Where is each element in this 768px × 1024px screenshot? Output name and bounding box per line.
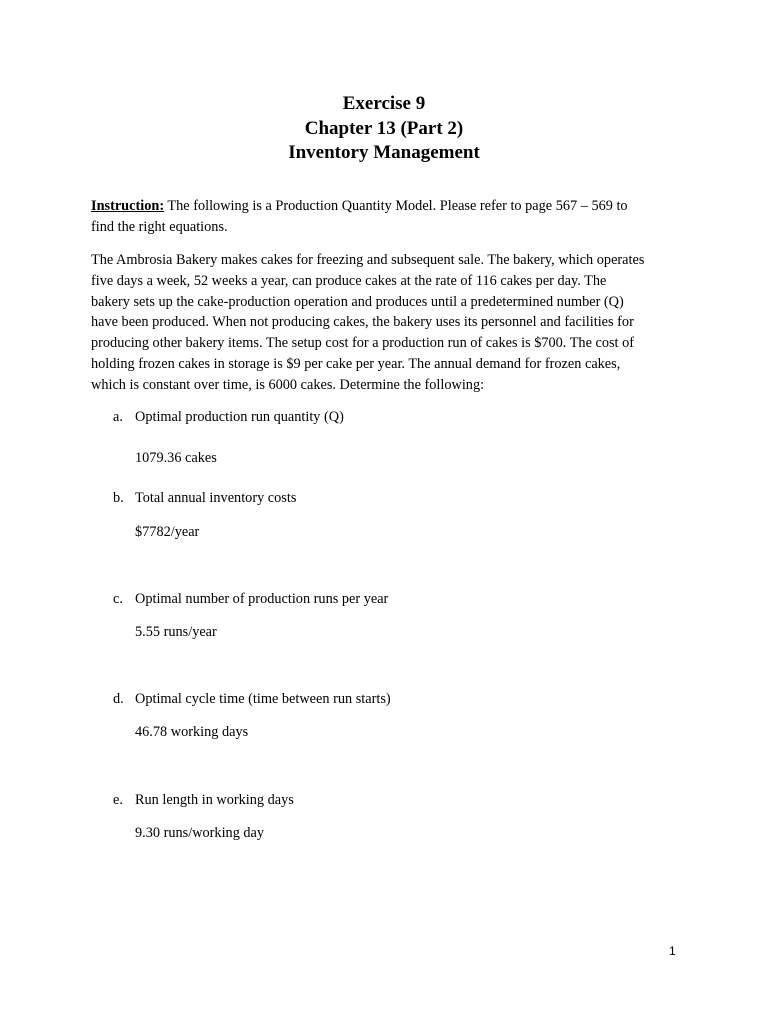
answer-c: 5.55 runs/year bbox=[135, 624, 217, 640]
instruction-text-line2: find the right equations. bbox=[91, 218, 228, 235]
problem-line: five days a week, 52 weeks a year, can produce cakes at the rate of 116 cakes per day. The bbox=[91, 272, 607, 289]
item-question: Optimal cycle time (time between run starts) bbox=[135, 691, 391, 707]
answer-b: $7782/year bbox=[135, 524, 200, 540]
exercise-title: Exercise 9 bbox=[342, 93, 426, 114]
question-item-b bbox=[113, 488, 673, 508]
item-question: Total annual inventory costs bbox=[135, 490, 297, 506]
answer-a: 1079.36 cakes bbox=[135, 450, 217, 466]
item-question: Optimal number of production runs per year bbox=[135, 591, 389, 607]
problem-line: The Ambrosia Bakery makes cakes for freezing and subsequent sale. The bakery, which operates bbox=[91, 252, 645, 268]
question-item-a bbox=[113, 407, 673, 427]
item-question: Run length in working days bbox=[135, 792, 294, 808]
item-letter: a. bbox=[113, 409, 123, 425]
page-number: 1 bbox=[669, 944, 676, 958]
problem-line: holding frozen cakes in storage is $9 per cake per year. The annual demand for frozen cakes, bbox=[91, 355, 621, 372]
problem-line: which is constant over time, is 6000 cakes. Determine the following: bbox=[91, 376, 485, 393]
problem-paragraph bbox=[91, 250, 691, 396]
problem-line: have been produced. When not producing cakes, the bakery uses its personnel and facilities for bbox=[91, 314, 634, 331]
answer-d: 46.78 working days bbox=[135, 724, 249, 740]
item-letter: d. bbox=[113, 691, 124, 707]
item-letter: c. bbox=[113, 591, 123, 607]
question-item-c bbox=[113, 589, 673, 609]
question-item-e bbox=[113, 790, 673, 810]
instruction-paragraph bbox=[91, 196, 691, 237]
chapter-title: Chapter 13 (Part 2) bbox=[304, 117, 464, 139]
item-letter: e. bbox=[113, 792, 123, 808]
item-question: Optimal production run quantity (Q) bbox=[135, 409, 344, 425]
title-block bbox=[0, 92, 768, 166]
topic-title: Inventory Management bbox=[288, 142, 480, 163]
instruction-text-line1: The following is a Production Quantity Model. Please refer to page 567 – 569 to bbox=[164, 198, 628, 214]
answer-e: 9.30 runs/working day bbox=[135, 825, 265, 841]
instruction-label: Instruction: bbox=[91, 198, 165, 214]
problem-line: bakery sets up the cake-production operation and produces until a predetermined number (Q) bbox=[91, 293, 624, 310]
item-letter: b. bbox=[113, 490, 124, 506]
question-item-d bbox=[113, 689, 673, 709]
problem-line: producing other bakery items. The setup cost for a production run of cakes is $700. The cost of bbox=[91, 335, 635, 352]
